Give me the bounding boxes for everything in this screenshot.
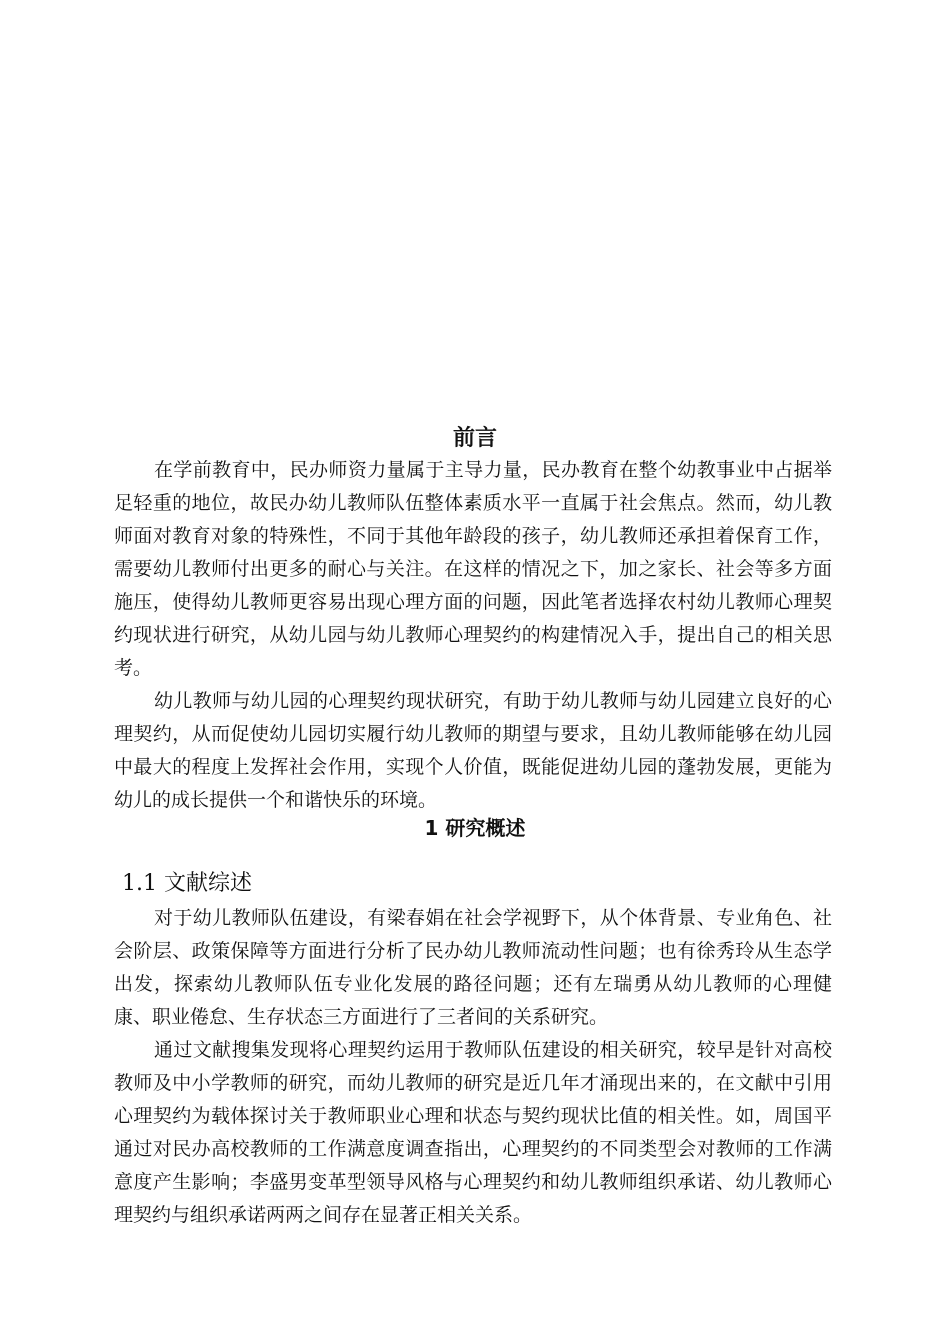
paragraph-line: 通过文献搜集发现将心理契约运用于教师队伍建设的相关研究，较早是针对高校 — [154, 1039, 832, 1061]
paragraph-line: 理契约，从而促使幼儿园切实履行幼儿教师的期望与要求，且幼儿教师能够在幼儿园 — [114, 723, 832, 745]
chapter-1-heading: 1 研究概述 — [424, 816, 526, 840]
paragraph-line: 师面对教育对象的特殊性，不同于其他年龄段的孩子，幼儿教师还承担着保育工作， — [114, 525, 832, 547]
paragraph-line: 对于幼儿教师队伍建设，有梁春娟在社会学视野下，从个体背景、专业角色、社 — [154, 907, 832, 929]
paragraph-line: 在学前教育中，民办师资力量属于主导力量，民办教育在整个幼教事业中占据举 — [154, 459, 832, 481]
paragraph-line: 康、职业倦怠、生存状态三方面进行了三者间的关系研究。 — [114, 1006, 609, 1028]
paragraph-line: 会阶层、政策保障等方面进行分析了民办幼儿教师流动性问题；也有徐秀玲从生态学 — [114, 940, 832, 962]
preface-heading: 前言 — [452, 426, 497, 451]
paragraph-line: 通过对民办高校教师的工作满意度调查指出，心理契约的不同类型会对教师的工作满 — [114, 1138, 832, 1160]
paragraph-line: 足轻重的地位，故民办幼儿教师队伍整体素质水平一直属于社会焦点。然而，幼儿教 — [114, 492, 832, 514]
paragraph-line: 幼儿的成长提供一个和谐快乐的环境。 — [114, 789, 438, 811]
paragraph-line: 理契约与组织承诺两两之间存在显著正相关关系。 — [114, 1204, 533, 1226]
paragraph-line: 需要幼儿教师付出更多的耐心与关注。在这样的情况之下，加之家长、社会等多方面 — [114, 558, 832, 580]
preface-paragraph-1 — [114, 454, 832, 685]
paragraph-line: 幼儿教师与幼儿园的心理契约现状研究，有助于幼儿教师与幼儿园建立良好的心 — [154, 690, 832, 712]
paragraph-line: 意度产生影响；李盛男变革型领导风格与心理契约和幼儿教师组织承诺、幼儿教师心 — [114, 1171, 832, 1193]
literature-paragraph-2 — [114, 1034, 832, 1232]
paragraph-line: 教师及中小学教师的研究，而幼儿教师的研究是近几年才涌现出来的，在文献中引用 — [114, 1072, 832, 1094]
paragraph-line: 考。 — [114, 657, 153, 679]
paragraph-line: 心理契约为载体探讨关于教师职业心理和状态与契约现状比值的相关性。如，周国平 — [114, 1105, 832, 1127]
paragraph-line: 中最大的程度上发挥社会作用，实现个人价值，既能促进幼儿园的蓬勃发展，更能为 — [114, 756, 832, 778]
paragraph-line: 约现状进行研究，从幼儿园与幼儿教师心理契约的构建情况入手，提出自己的相关思 — [114, 624, 832, 646]
paragraph-line: 施压，使得幼儿教师更容易出现心理方面的问题，因此笔者选择农村幼儿教师心理契 — [114, 591, 832, 613]
paragraph-line: 出发，探索幼儿教师队伍专业化发展的路径问题；还有左瑞勇从幼儿教师的心理健 — [114, 973, 832, 995]
preface-paragraph-2 — [114, 685, 832, 817]
section-1-1-heading: 1.1 文献综述 — [122, 871, 252, 896]
literature-paragraph-1 — [114, 902, 832, 1034]
